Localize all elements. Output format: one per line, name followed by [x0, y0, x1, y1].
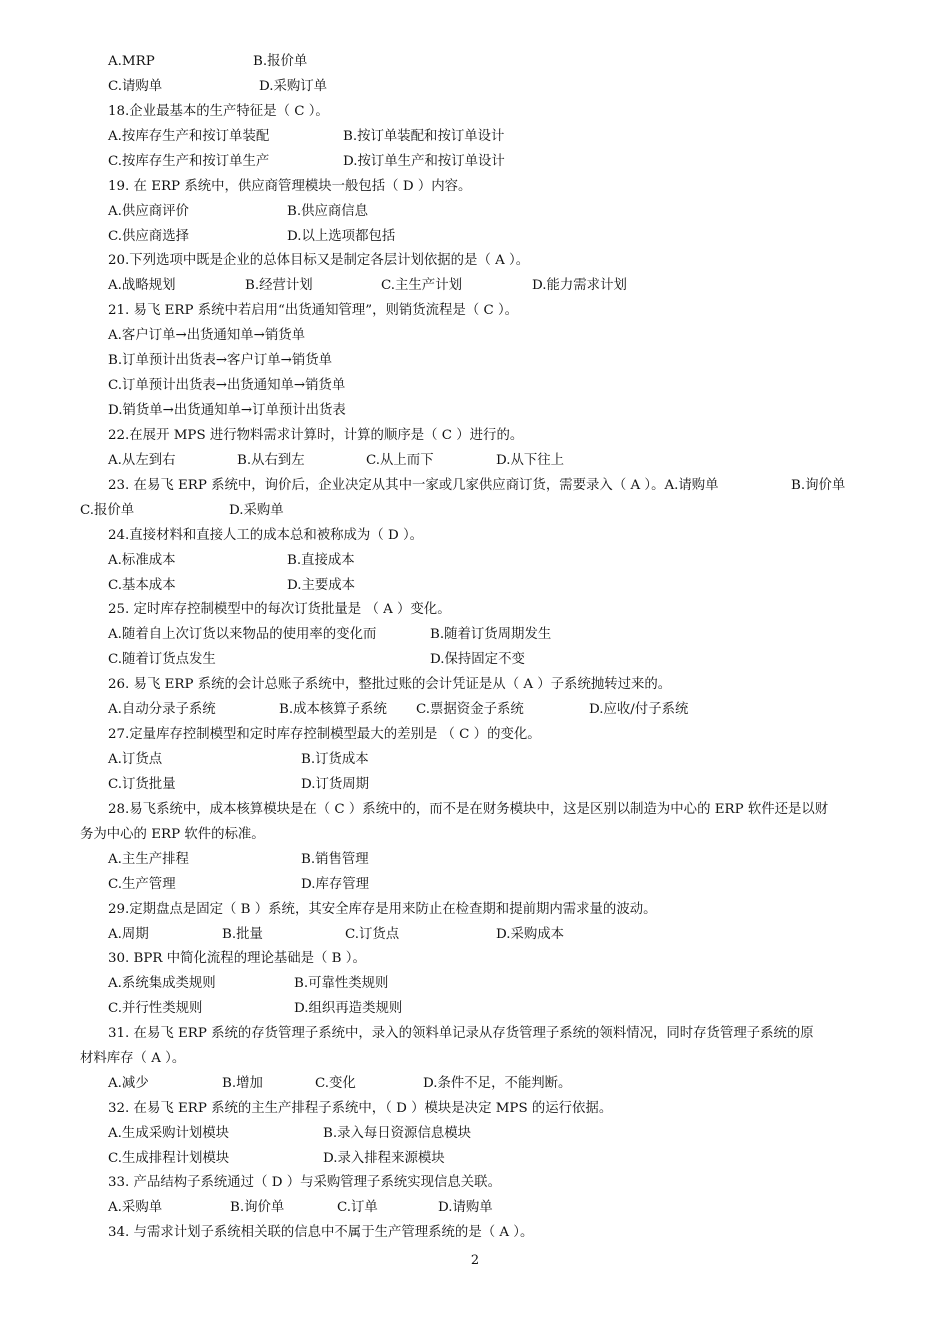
option-a: A.系统集成类规则 [108, 976, 216, 991]
option-row [108, 277, 860, 297]
option-a: A.自动分录子系统 [108, 702, 216, 717]
option-row [108, 876, 860, 896]
question-32: 32. 在易飞 ERP 系统的主生产排程子系统中，（ D ）模块是决定 MPS 的运行依据。 [108, 1101, 613, 1116]
option-row [108, 1000, 860, 1020]
option-row [80, 502, 860, 522]
option-row [108, 228, 860, 248]
option-d: D.订货周期 [301, 777, 370, 792]
option-row [108, 78, 860, 98]
question-23 [108, 477, 940, 497]
option-b: B.成本核算子系统 [279, 702, 387, 717]
option-d: D.条件不足，不能判断。 [423, 1076, 572, 1091]
option-b: B.询价单 [230, 1200, 285, 1215]
option-row [108, 1150, 860, 1170]
option-a: A.随着自上次订货以来物品的使用率的变化而 [108, 627, 377, 642]
option-row [108, 975, 860, 995]
question-28-continued: 务为中心的 ERP 软件的标准。 [80, 827, 265, 842]
option-d: D.能力需求计划 [532, 278, 627, 293]
option-a: A.MRP [108, 54, 155, 69]
question-26: 26. 易飞 ERP 系统的会计总账子系统中，整批过账的会计凭证是从（ A ）子系统抛转过来的。 [108, 677, 672, 692]
question-34: 34. 与需求计划子系统相关联的信息中不属于生产管理系统的是（ A ）。 [108, 1225, 534, 1240]
option-row [108, 851, 860, 871]
option-b: B.录入每日资源信息模块 [323, 1126, 472, 1141]
option-c: C.主生产计划 [381, 278, 462, 293]
question-29: 29.定期盘点是固定（ B ）系统，其安全库存是用来防止在检查期和提前期内需求量的波动。 [108, 902, 657, 917]
option-row [108, 53, 860, 73]
option-c: C.报价单 [80, 503, 135, 518]
option-c: C.订单 [337, 1200, 378, 1215]
option-d: D.销货单→出货通知单→订单预计出货表 [108, 403, 346, 418]
option-d: D.采购订单 [259, 79, 328, 94]
option-b: B.按订单装配和按订单设计 [343, 129, 505, 144]
option-c: C.供应商选择 [108, 229, 189, 244]
option-row [108, 751, 860, 771]
option-c: C.并行性类规则 [108, 1001, 203, 1016]
option-a: A.减少 [108, 1076, 149, 1091]
option-row [108, 626, 860, 646]
option-a: A.按库存生产和按订单装配 [108, 129, 270, 144]
option-a: A.采购单 [108, 1200, 163, 1215]
question-18: 18.企业最基本的生产特征是（ C ）。 [108, 104, 329, 119]
option-row [108, 1125, 860, 1145]
question-21: 21. 易飞 ERP 系统中若启用“出货通知管理”，则销货流程是（ C ）。 [108, 303, 519, 318]
question-23-text: 23. 在易飞 ERP 系统中，询价后，企业决定从其中一家或几家供应商订货，需要录入（ A ）。A.请购单 [108, 478, 719, 493]
option-b: B.经营计划 [245, 278, 313, 293]
question-19: 19. 在 ERP 系统中，供应商管理模块一般包括（ D ）内容。 [108, 179, 472, 194]
option-c: C.票据资金子系统 [416, 702, 524, 717]
option-c: C.订货批量 [108, 777, 176, 792]
option-c: C.订单预计出货表→出货通知单→销货单 [108, 378, 346, 393]
question-30: 30. BPR 中简化流程的理论基础是（ B ）。 [108, 951, 366, 966]
question-27: 27.定量库存控制模型和定时库存控制模型最大的差别是 （ C ）的变化。 [108, 727, 541, 742]
option-b: B.增加 [222, 1076, 263, 1091]
option-d: D.以上选项都包括 [287, 229, 396, 244]
option-row [108, 651, 860, 671]
option-c: C.生成排程计划模块 [108, 1151, 230, 1166]
option-row [108, 552, 860, 572]
option-b: B.报价单 [253, 54, 308, 69]
option-row [108, 701, 860, 721]
option-d: D.按订单生产和按订单设计 [343, 154, 505, 169]
question-31-continued: 材料库存（ A ）。 [80, 1051, 186, 1066]
question-25: 25. 定时库存控制模型中的每次订货批量是 （ A ）变化。 [108, 602, 451, 617]
option-b: B.销售管理 [301, 852, 369, 867]
option-d: D.从下往上 [496, 453, 565, 468]
option-c: C.订货点 [345, 927, 400, 942]
option-b: B.订货成本 [301, 752, 369, 767]
option-row [108, 153, 860, 173]
option-c: C.请购单 [108, 79, 163, 94]
option-d: D.主要成本 [287, 578, 356, 593]
option-row [108, 452, 860, 472]
option-c: C.基本成本 [108, 578, 176, 593]
option-b: B.可靠性类规则 [294, 976, 389, 991]
option-d: D.保持固定不变 [430, 652, 525, 667]
option-row [108, 1075, 860, 1095]
option-d: D.录入排程来源模块 [323, 1151, 445, 1166]
option-row [108, 776, 860, 796]
option-row [108, 203, 860, 223]
option-a: A.客户订单→出货通知单→销货单 [108, 328, 306, 343]
option-row [108, 128, 860, 148]
question-33: 33. 产品结构子系统通过（ D ）与采购管理子系统实现信息关联。 [108, 1175, 501, 1190]
option-c: C.变化 [315, 1076, 356, 1091]
option-a: A.周期 [108, 927, 149, 942]
option-c: C.按库存生产和按订单生产 [108, 154, 270, 169]
page-number: 2 [470, 1253, 480, 1268]
option-b: B.订单预计出货表→客户订单→销货单 [108, 353, 333, 368]
option-d: D.应收/付子系统 [589, 702, 689, 717]
option-row [108, 1199, 860, 1219]
option-a: A.生成采购计划模块 [108, 1126, 230, 1141]
question-20: 20.下列选项中既是企业的总体目标又是制定各层计划依据的是（ A ）。 [108, 253, 530, 268]
option-row [108, 926, 860, 946]
question-22: 22.在展开 MPS 进行物料需求计算时，计算的顺序是（ C ）进行的。 [108, 428, 524, 443]
option-a: A.标准成本 [108, 553, 176, 568]
option-b: B.供应商信息 [287, 204, 369, 219]
option-a: A.订货点 [108, 752, 163, 767]
option-a: A.战略规划 [108, 278, 176, 293]
option-c: C.生产管理 [108, 877, 176, 892]
option-b: B.批量 [222, 927, 263, 942]
option-b: B.直接成本 [287, 553, 355, 568]
option-c: C.随着订货点发生 [108, 652, 216, 667]
option-c: C.从上而下 [366, 453, 434, 468]
option-d: D.库存管理 [301, 877, 370, 892]
option-b: B.从右到左 [237, 453, 305, 468]
option-d: D.采购单 [229, 503, 284, 518]
option-a: A.从左到右 [108, 453, 176, 468]
option-row [108, 577, 860, 597]
question-31: 31. 在易飞 ERP 系统的存货管理子系统中，录入的领料单记录从存货管理子系统的领料情况，同时存货管理子系统的原 [108, 1026, 814, 1041]
option-a: A.供应商评价 [108, 204, 189, 219]
option-b: B.询价单 [791, 478, 846, 493]
option-b: B.随着订货周期发生 [430, 627, 552, 642]
question-28: 28.易飞系统中，成本核算模块是在（ C ）系统中的，而不是在财务模块中，这是区别以制造为中心的 ERP 软件还是以财 [108, 802, 829, 817]
option-d: D.组织再造类规则 [294, 1001, 403, 1016]
option-a: A.主生产排程 [108, 852, 189, 867]
question-24: 24.直接材料和直接人工的成本总和被称成为（ D ）。 [108, 528, 424, 543]
option-d: D.请购单 [438, 1200, 493, 1215]
option-d: D.采购成本 [496, 927, 565, 942]
